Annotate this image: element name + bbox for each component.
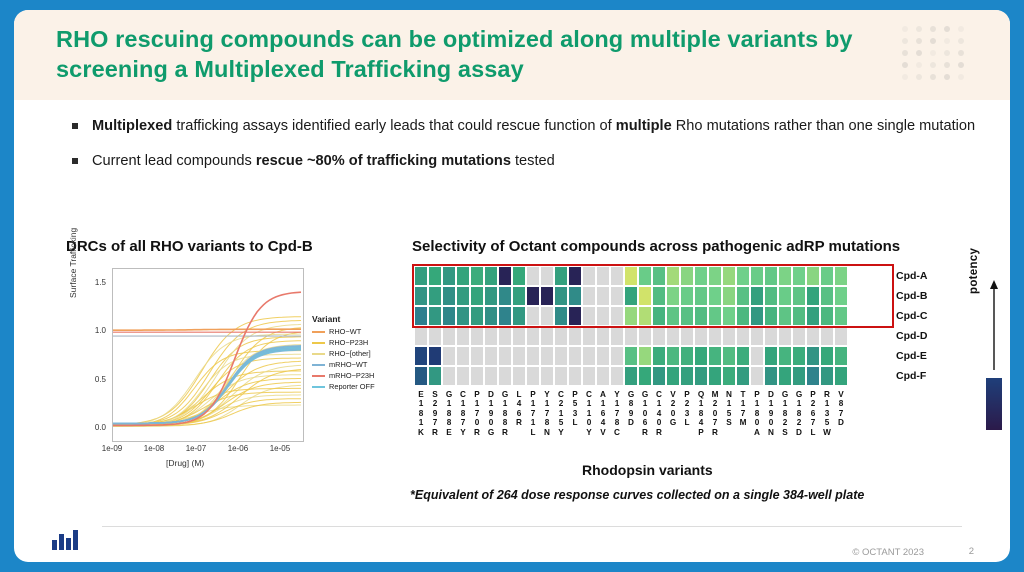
drc-y-tick: 0.5 (94, 374, 106, 384)
heatmap-cell (470, 306, 484, 326)
heatmap-cell (806, 306, 820, 326)
heatmap-cell (540, 346, 554, 366)
heatmap-cell (582, 266, 596, 286)
heatmap-cell (638, 286, 652, 306)
heatmap-column-label: V 8 7 D (838, 390, 844, 428)
heatmap-cell (638, 266, 652, 286)
heatmap-column-label: G 1 8 2 D (795, 390, 803, 437)
legend-color-swatch (312, 353, 325, 355)
heatmap-cell (624, 326, 638, 346)
heatmap-cell (442, 266, 456, 286)
heatmap-cell (456, 286, 470, 306)
heatmap-cell (806, 366, 820, 386)
heatmap-cell (414, 346, 428, 366)
heatmap-cell (778, 306, 792, 326)
heatmap-cell (470, 326, 484, 346)
heatmap-cell (554, 326, 568, 346)
heatmap-cell (834, 366, 848, 386)
heatmap-cell (568, 306, 582, 326)
heatmap-cell (750, 286, 764, 306)
heatmap-cell (792, 286, 806, 306)
heatmap-cell (498, 366, 512, 386)
heatmap-cell (834, 306, 848, 326)
heatmap-cell (750, 306, 764, 326)
legend-color-swatch (312, 331, 325, 333)
heatmap-cell (498, 346, 512, 366)
heatmap-row-label: Cpd-E (896, 350, 927, 362)
heatmap-cell (512, 366, 526, 386)
bullet-list (66, 116, 976, 186)
heatmap-column-label: C 1 8 7 Y (460, 390, 466, 437)
heatmap-cell (554, 306, 568, 326)
heatmap-cell (806, 346, 820, 366)
heatmap-cell (470, 286, 484, 306)
heatmap-cell (722, 266, 736, 286)
heatmap-cell (624, 266, 638, 286)
heatmap-cell (666, 306, 680, 326)
left-panel-title: DRCs of all RHO variants to Cpd-B (66, 238, 313, 255)
heatmap-cell (512, 286, 526, 306)
heatmap-cell (610, 346, 624, 366)
heatmap-cell (484, 286, 498, 306)
drc-x-tick: 1e-05 (269, 444, 291, 453)
heatmap-cell (610, 326, 624, 346)
heatmap-column-label: N 1 5 S (726, 390, 732, 428)
octant-logo (50, 526, 90, 552)
legend-label: Reporter OFF (329, 382, 375, 391)
heatmap-column-label: G 8 9 D (627, 390, 635, 428)
heatmap-cell (666, 346, 680, 366)
heatmap-cell (610, 286, 624, 306)
heatmap-cell (512, 266, 526, 286)
drc-y-tick: 0.0 (94, 423, 106, 433)
heatmap-cell (596, 366, 610, 386)
heatmap-cell (512, 306, 526, 326)
heatmap-column-label: P 2 3 L (684, 390, 690, 428)
legend-color-swatch (312, 375, 325, 377)
slide (14, 10, 1010, 562)
drc-y-axis-label: Surface Trafficking (68, 227, 78, 298)
heatmap-cell (708, 346, 722, 366)
heatmap-cell (666, 366, 680, 386)
heatmap-cell (778, 266, 792, 286)
heatmap-cell (792, 366, 806, 386)
heatmap-cell (414, 286, 428, 306)
heatmap-column-label: E 1 8 1 K (418, 390, 424, 437)
heatmap-cell (638, 326, 652, 346)
heatmap-cell (484, 326, 498, 346)
bullet-item: Current lead compounds rescue ~80% of trafficking mutations tested (66, 151, 976, 172)
potency-label: potency (968, 247, 980, 294)
bullet-item: Multiplexed trafficking assays identified early leads that could rescue function of multiple Rho mutations rather than one single mutation (66, 116, 976, 137)
drc-legend-item (312, 371, 375, 380)
heatmap-cell (792, 326, 806, 346)
heatmap-cell (512, 346, 526, 366)
heatmap-cell (778, 286, 792, 306)
heatmap-cell (680, 326, 694, 346)
decorative-dots (902, 26, 992, 86)
heatmap-cell (456, 326, 470, 346)
drc-y-tick: 1.0 (94, 326, 106, 336)
heatmap-column-label: G 1 8 8 R (501, 390, 509, 437)
heatmap-cell (680, 286, 694, 306)
heatmap-column-label: D 1 9 0 G (487, 390, 495, 437)
heatmap-cell (540, 306, 554, 326)
heatmap-column-label: Y 1 7 8 C (614, 390, 620, 437)
heatmap-cell (694, 326, 708, 346)
heatmap-cell (582, 326, 596, 346)
heatmap-row (414, 326, 848, 346)
heatmap-cell (610, 306, 624, 326)
heatmap-row (414, 346, 848, 366)
drc-y-tick: 1.5 (94, 277, 106, 287)
heatmap-cell (568, 266, 582, 286)
heatmap-cell (708, 286, 722, 306)
heatmap-cell (806, 286, 820, 306)
heatmap-row (414, 266, 848, 286)
heatmap-cell (610, 266, 624, 286)
heatmap-cell (750, 326, 764, 346)
legend-color-swatch (312, 364, 325, 366)
heatmap-cell (596, 306, 610, 326)
heatmap-cell (680, 266, 694, 286)
heatmap-cell (778, 366, 792, 386)
heatmap-cell (568, 286, 582, 306)
heatmap-cell (470, 346, 484, 366)
heatmap-cell (722, 346, 736, 366)
heatmap-cell (540, 326, 554, 346)
copyright-text: © OCTANT 2023 (852, 547, 924, 558)
heatmap-cell (428, 266, 442, 286)
heatmap-column-label: R 1 3 5 W (823, 390, 831, 437)
heatmap-column-label: S 2 9 7 R (432, 390, 438, 437)
potency-arrow-icon (988, 280, 1000, 372)
heatmap-cell (834, 326, 848, 346)
heatmap-cell (596, 286, 610, 306)
heatmap-cell (526, 326, 540, 346)
heatmap-cell (442, 346, 456, 366)
heatmap-column-label: Y 1 7 8 N (544, 390, 550, 437)
heatmap-cell (610, 366, 624, 386)
heatmap-cell (820, 326, 834, 346)
heatmap-cell (554, 346, 568, 366)
heatmap-cell (708, 326, 722, 346)
heatmap-cell (694, 286, 708, 306)
heatmap-row-labels (890, 266, 950, 386)
legend-label: RHO−P23H (329, 338, 369, 347)
heatmap-cell (484, 346, 498, 366)
drc-curves (113, 269, 301, 439)
heatmap-column-label: P 5 3 L (572, 390, 578, 428)
heatmap-row-label: Cpd-A (896, 270, 928, 282)
heatmap-cell (554, 266, 568, 286)
drc-legend-title: Variant (312, 314, 341, 324)
heatmap-cell (722, 326, 736, 346)
heatmap-cell (512, 326, 526, 346)
heatmap-cell (484, 306, 498, 326)
heatmap-cell (764, 266, 778, 286)
heatmap-cell (414, 326, 428, 346)
heatmap-cell (428, 346, 442, 366)
heatmap-column-label: D 1 9 0 N (768, 390, 774, 437)
heatmap-cell (568, 326, 582, 346)
heatmap-cell (582, 286, 596, 306)
heatmap-cell (470, 266, 484, 286)
heatmap-cell (498, 326, 512, 346)
heatmap-cell (624, 306, 638, 326)
heatmap-row-label: Cpd-F (896, 370, 927, 382)
heatmap-cell (540, 366, 554, 386)
heatmap-cell (596, 266, 610, 286)
heatmap-column-label: P 2 6 7 L (810, 390, 816, 437)
heatmap-cell (554, 366, 568, 386)
heatmap-cell (484, 366, 498, 386)
heatmap-cell (568, 366, 582, 386)
heatmap-column-label: P 1 7 0 R (474, 390, 480, 437)
heatmap-cell (414, 366, 428, 386)
heatmap-column-label: M 2 0 7 R (711, 390, 719, 437)
heatmap-cell (764, 326, 778, 346)
heatmap-grid (414, 266, 848, 386)
heatmap-cell (694, 266, 708, 286)
heatmap-cell (582, 366, 596, 386)
heatmap-cell (638, 306, 652, 326)
heatmap-row (414, 366, 848, 386)
page-number: 2 (968, 546, 974, 557)
heatmap-cell (750, 346, 764, 366)
heatmap-column-label: C 1 1 0 Y (586, 390, 592, 437)
heatmap-cell (834, 266, 848, 286)
heatmap-cell (582, 346, 596, 366)
heatmap-column-label: G 1 0 6 R (641, 390, 649, 437)
heatmap-cell (442, 306, 456, 326)
heatmap-row (414, 306, 848, 326)
heatmap-cell (554, 286, 568, 306)
legend-color-swatch (312, 342, 325, 344)
heatmap-cell (750, 366, 764, 386)
footer-divider (102, 526, 962, 527)
heatmap-column-label: G 1 8 8 E (445, 390, 453, 437)
heatmap-cell (582, 306, 596, 326)
heatmap-cell (736, 346, 750, 366)
heatmap-cell (680, 306, 694, 326)
drc-legend-item (312, 327, 372, 336)
heatmap-row-label: Cpd-C (896, 310, 928, 322)
heatmap-cell (708, 266, 722, 286)
heatmap-cell (456, 346, 470, 366)
heatmap-cell (764, 366, 778, 386)
heatmap-cell (456, 266, 470, 286)
heatmap-cell (680, 346, 694, 366)
heatmap-cell (778, 326, 792, 346)
right-panel-title: Selectivity of Octant compounds across pathogenic adRP mutations (412, 238, 901, 255)
heatmap-cell (442, 366, 456, 386)
heatmap-cell (456, 306, 470, 326)
heatmap-cell (414, 266, 428, 286)
heatmap-cell (736, 286, 750, 306)
heatmap-cell (792, 306, 806, 326)
heatmap-cell (666, 286, 680, 306)
heatmap-cell (820, 346, 834, 366)
drc-x-tick: 1e-09 (101, 444, 123, 453)
heatmap-cell (652, 266, 666, 286)
heatmap-cell (820, 286, 834, 306)
heatmap-cell (526, 306, 540, 326)
heatmap-column-label: P 1 7 1 L (530, 390, 536, 437)
legend-label: RHO−WT (329, 327, 362, 336)
heatmap-cell (694, 366, 708, 386)
heatmap-cell (736, 326, 750, 346)
legend-label: mRHO−WT (329, 360, 368, 369)
heatmap-column-label: C 1 4 0 R (656, 390, 662, 437)
heatmap-cell (764, 306, 778, 326)
legend-label: mRHO−P23H (329, 371, 375, 380)
heatmap-column-labels (414, 390, 848, 437)
drc-x-tick: 1e-07 (185, 444, 207, 453)
heatmap-cell (722, 306, 736, 326)
heatmap-cell (540, 266, 554, 286)
heatmap-cell (624, 286, 638, 306)
heatmap-cell (778, 346, 792, 366)
legend-label: RHO−[other] (329, 349, 371, 358)
heatmap-row-label: Cpd-D (896, 330, 928, 342)
heatmap-cell (834, 286, 848, 306)
drc-x-tick: 1e-06 (227, 444, 249, 453)
heatmap-cell (708, 366, 722, 386)
heatmap-cell (652, 306, 666, 326)
heatmap-row (414, 286, 848, 306)
heatmap-column-label: V 2 0 G (669, 390, 677, 428)
heatmap-cell (806, 326, 820, 346)
heatmap-cell (722, 286, 736, 306)
page-title: RHO rescuing compounds can be optimized along multiple variants by screening a Multiplexed Trafficking assay (56, 26, 853, 82)
heatmap-cell (414, 306, 428, 326)
heatmap-cell (722, 366, 736, 386)
heatmap-cell (428, 286, 442, 306)
heatmap-cell (736, 266, 750, 286)
heatmap-column-label: Q 1 8 4 P (697, 390, 705, 437)
heatmap-cell (764, 286, 778, 306)
heatmap-cell (792, 266, 806, 286)
drc-plot-area (112, 268, 304, 442)
selectivity-heatmap (414, 247, 980, 478)
footnote: *Equivalent of 264 dose response curves collected on a single 384-well plate (410, 488, 865, 502)
heatmap-row-label: Cpd-B (896, 290, 928, 302)
heatmap-cell (596, 326, 610, 346)
heatmap-cell (666, 266, 680, 286)
heatmap-cell (428, 366, 442, 386)
potency-gradient-bar (986, 378, 1002, 430)
heatmap-cell (428, 306, 442, 326)
legend-color-swatch (312, 386, 325, 388)
heatmap-cell (568, 346, 582, 366)
heatmap-cell (736, 306, 750, 326)
drc-legend-item (312, 360, 372, 369)
drc-legend (312, 314, 375, 393)
heatmap-cell (736, 366, 750, 386)
heatmap-cell (708, 306, 722, 326)
heatmap-cell (442, 326, 456, 346)
drc-x-tick: 1e-08 (143, 444, 165, 453)
drc-legend-item (312, 338, 372, 347)
heatmap-cell (652, 286, 666, 306)
heatmap-cell (652, 346, 666, 366)
heatmap-cell (638, 346, 652, 366)
drc-legend-item (312, 382, 375, 391)
heatmap-cell (694, 346, 708, 366)
drc-legend-item (312, 349, 372, 358)
heatmap-cell (694, 306, 708, 326)
heatmap-column-label: G 1 8 2 S (781, 390, 789, 437)
heatmap-cell (680, 366, 694, 386)
heatmap-cell (526, 346, 540, 366)
heatmap-cell (820, 366, 834, 386)
heatmap-cell (806, 266, 820, 286)
heatmap-cell (652, 366, 666, 386)
heatmap-cell (442, 286, 456, 306)
heatmap-column-label: C 2 1 5 Y (558, 390, 564, 437)
heatmap-column-label: T 1 7 M (739, 390, 747, 428)
drc-x-axis-label: [Drug] (M) (166, 458, 205, 468)
heatmap-cell (428, 326, 442, 346)
heatmap-x-axis-title: Rhodopsin variants (582, 462, 713, 478)
heatmap-cell (624, 366, 638, 386)
heatmap-column-label: L 4 6 R (516, 390, 522, 428)
heatmap-cell (624, 346, 638, 366)
heatmap-cell (750, 266, 764, 286)
heatmap-cell (834, 346, 848, 366)
heatmap-cell (456, 366, 470, 386)
heatmap-cell (498, 286, 512, 306)
heatmap-cell (526, 266, 540, 286)
heatmap-cell (652, 326, 666, 346)
heatmap-column-label: A 1 6 4 V (600, 390, 606, 437)
heatmap-cell (792, 346, 806, 366)
heatmap-cell (820, 266, 834, 286)
heatmap-cell (498, 266, 512, 286)
heatmap-cell (470, 366, 484, 386)
heatmap-cell (638, 366, 652, 386)
heatmap-cell (526, 366, 540, 386)
heatmap-cell (596, 346, 610, 366)
heatmap-cell (540, 286, 554, 306)
heatmap-cell (764, 346, 778, 366)
heatmap-cell (820, 306, 834, 326)
heatmap-cell (498, 306, 512, 326)
heatmap-cell (526, 286, 540, 306)
heatmap-cell (484, 266, 498, 286)
heatmap-column-label: P 1 8 0 A (754, 390, 760, 437)
heatmap-cell (666, 326, 680, 346)
